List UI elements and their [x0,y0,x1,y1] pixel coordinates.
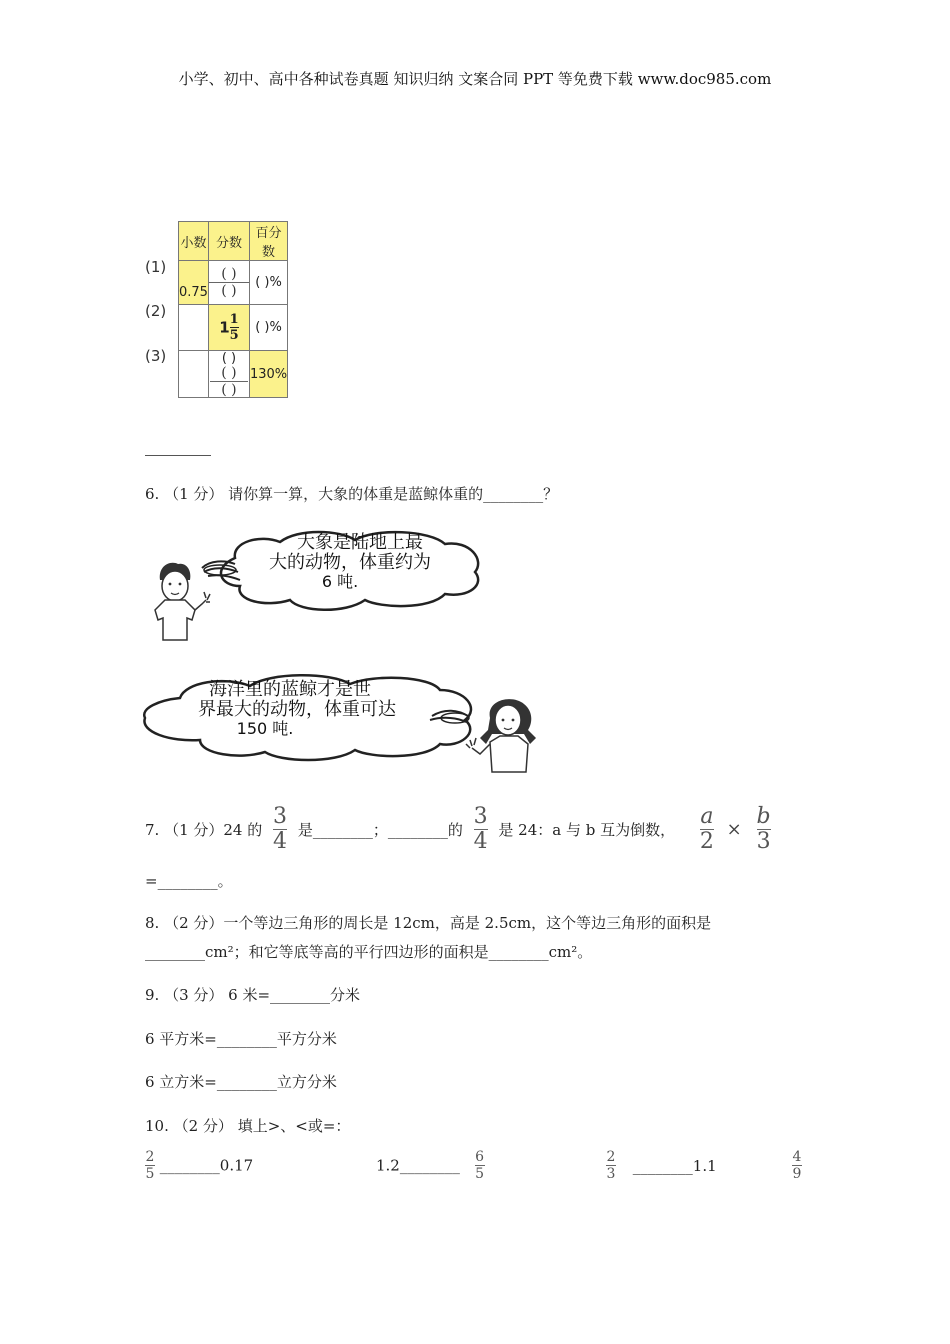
girl-speech [170,680,430,738]
girl-figure [466,699,536,772]
page-header: 小学、初中、高中各种试卷真题 知识归纳 文案合同 PPT 等免费下载 www.doc985.com [178,70,772,88]
mixed-fraction: $\frac{1}{5}$ [229,312,239,343]
cell-r3-decimal [179,351,209,398]
fraction-6-5: $\frac{6}{5}$ [475,1149,485,1182]
q7-part-3: 是 24：a 与 b 互为倒数， [498,821,676,839]
times-sign: × [726,819,742,840]
fraction-3-4-b: $\frac{3}{4}$ [473,804,488,854]
girl-speech-line-1: 海洋里的蓝鲸才是世 [209,679,371,700]
question-8-line-2: ________cm²；和它等底等高的平行四边形的面积是________cm²。 [145,943,593,961]
row-label-1: (1) [145,258,167,276]
fraction-b-3: $\frac{b}{3}$ [756,804,771,854]
compare-d [792,1150,802,1181]
girl-speech-line-3: 150 吨. [236,719,294,738]
answer-line [145,455,211,456]
question-7 [145,806,771,866]
decimal-value: 0.75 [179,285,208,300]
blank-fraction: $\frac{( )}{( )}$ [209,267,249,298]
cell-r3-fraction: ( ) $\frac{( )}{( )}$ [208,351,249,398]
col-header-fraction: 分数 [208,222,249,261]
boy-speech-line-1: 大象是陆地上最 [297,532,423,553]
q7-part-2: 是________；________的 [297,821,463,839]
compare-a-text: ________0.17 [159,1156,254,1175]
question-9-line-3: 6 立方米=________立方分米 [145,1073,337,1091]
row-label-2: (2) [145,302,167,320]
question-6: 6. （1 分） 请你算一算，大象的体重是蓝鲸体重的________？ [145,485,559,503]
question-9-line-2: 6 平方米=________平方分米 [145,1030,337,1048]
q7-part-1: 7. （1 分）24 的 [145,821,263,839]
boy-speech [240,533,480,591]
question-9-line-1: 9. （3 分） 6 米=________分米 [145,986,361,1004]
fraction-2-3: $\frac{2}{3}$ [606,1149,616,1182]
compare-a [145,1150,253,1181]
cell-r2-percent: ( )% [249,305,287,351]
boy-speech-line-3: 6 吨. [321,572,359,591]
row-label-3: (3) [145,347,167,365]
fraction-a-2: $\frac{a}{2}$ [699,804,714,854]
cell-r2-decimal [179,305,209,351]
fraction-2-5: $\frac{2}{5}$ [145,1149,155,1182]
boy-speech-line-2: 大的动物，体重约为 [269,552,431,573]
question-7-line-2: =________。 [145,872,233,890]
col-header-decimal: 小数 [179,222,209,261]
cell-r3-percent: 130% [249,351,287,398]
question-8-line-1: 8. （2 分）一个等边三角形的周长是 12cm，高是 2.5cm，这个等边三角形的面积是 [145,914,712,932]
col-header-percent: 百分数 [249,222,287,261]
cell-r2-fraction: 1 $\frac{1}{5}$ [208,305,249,351]
girl-speech-line-2: 界最大的动物，体重可达 [198,699,396,720]
compare-b-text: 1.2________ [376,1156,460,1175]
fraction-4-9: $\frac{4}{9}$ [792,1149,802,1182]
compare-b [376,1150,485,1181]
conversion-table [178,221,288,398]
cell-r1-fraction [208,261,249,305]
blank-fraction: $\frac{( )}{( )}$ [210,366,248,397]
cell-r1-decimal [179,261,209,305]
fraction-3-4: $\frac{3}{4}$ [273,804,288,854]
compare-c [606,1150,717,1181]
question-10-title: 10. （2 分） 填上>、<或=： [145,1117,351,1135]
cell-r1-percent: ( )% [249,261,287,305]
compare-c-text: ________1.1 [632,1156,717,1175]
